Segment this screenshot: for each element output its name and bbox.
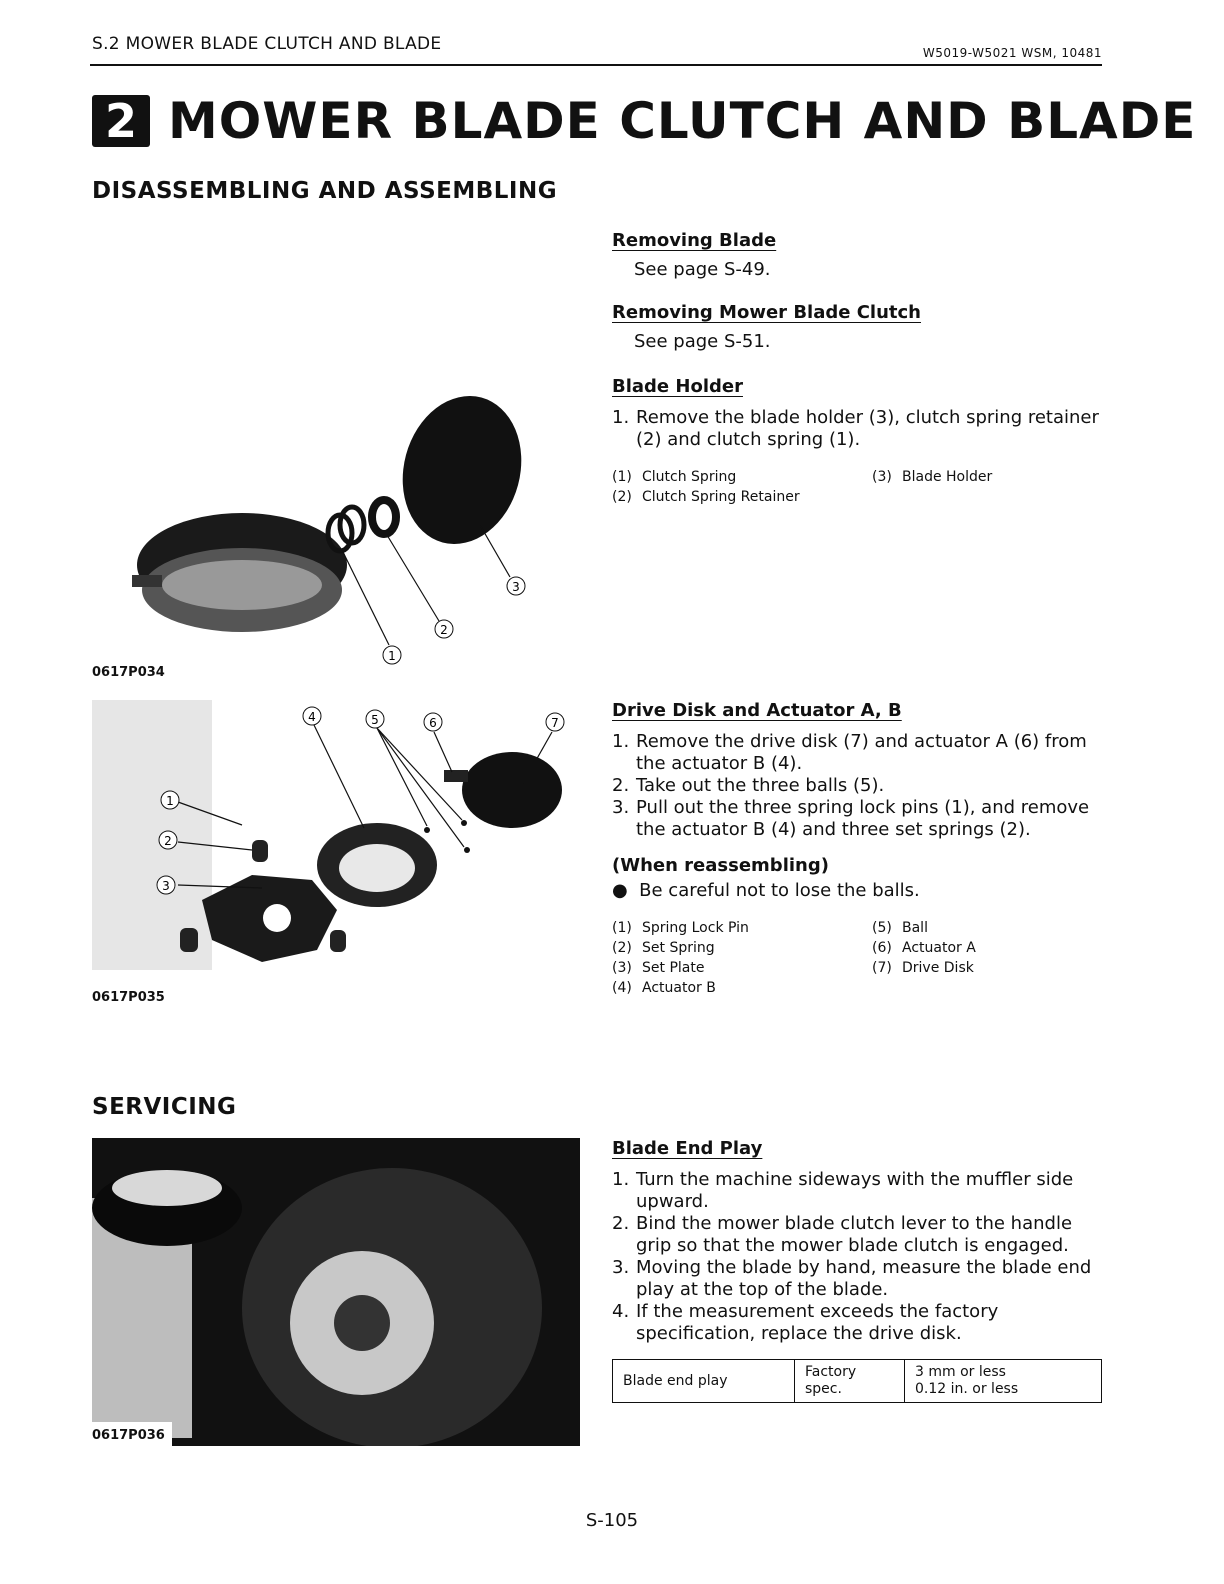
- drive-disk-shape: [462, 752, 562, 828]
- svg-text:6: 6: [429, 716, 437, 730]
- figure-id-1: 0617P034: [92, 665, 165, 680]
- section-heading-disassembling: DISASSEMBLING AND ASSEMBLING: [92, 178, 558, 204]
- svg-text:2: 2: [164, 834, 172, 848]
- removing-clutch-title: Removing Mower Blade Clutch: [612, 302, 921, 323]
- page-number: S-105: [585, 1510, 639, 1531]
- blade-holder-legend: [612, 467, 1102, 507]
- legend-item: (1) Clutch Spring: [612, 469, 737, 485]
- list-item: 2. Bind the mower blade clutch lever to the handle grip so that the mower blade clutch is engaged.: [612, 1213, 1073, 1256]
- shaft-stub-shape: [132, 575, 162, 587]
- legend-item: (2) Set Spring: [612, 940, 715, 956]
- drive-disk-block: [612, 700, 1102, 998]
- legend-item: (7) Drive Disk: [872, 960, 974, 976]
- svg-text:4: 4: [308, 710, 316, 724]
- spec-label-cell: Factory spec.: [795, 1360, 905, 1403]
- chapter-title-block: [92, 92, 1196, 150]
- spring-retainer-shape: [372, 500, 396, 534]
- list-item: 4. If the measurement exceeds the factory specification, replace the drive disk.: [612, 1301, 999, 1344]
- blade-holder-disk-shape: [387, 385, 538, 557]
- legend-item: (3) Set Plate: [612, 960, 705, 976]
- page-title: MOWER BLADE CLUTCH AND BLADE: [168, 92, 1197, 150]
- actuator-a-shape: [444, 770, 468, 782]
- legend-item: (1) Spring Lock Pin: [612, 920, 749, 936]
- list-item: 1. Remove the blade holder (3), clutch spring retainer (2) and clutch spring (1).: [612, 407, 1099, 450]
- spec-value-cell: 3 mm or less 0.12 in. or less: [905, 1360, 1102, 1403]
- removing-clutch-block: [612, 302, 1102, 353]
- figure-id-2: 0617P035: [92, 990, 165, 1005]
- list-item: 2. Take out the three balls (5).: [612, 775, 885, 796]
- housing-ring-shape: [162, 560, 322, 610]
- svg-text:3: 3: [512, 580, 520, 594]
- legend-item: (3) Blade Holder: [872, 469, 993, 485]
- drive-disk-steps: [612, 731, 1102, 841]
- blade-end-play-photo: [92, 1138, 580, 1446]
- removing-blade-ref: See page S-49.: [634, 259, 771, 280]
- svg-text:5: 5: [371, 713, 379, 727]
- svg-text:2: 2: [440, 623, 448, 637]
- svg-text:1: 1: [166, 794, 174, 808]
- svg-text:3: 3: [162, 879, 170, 893]
- header-doc-ref: W5019-W5021 WSM, 10481: [922, 46, 1102, 60]
- list-item: 3. Moving the blade by hand, measure the blade end play at the top of the blade.: [612, 1257, 1092, 1300]
- drive-disk-exploded-figure: [92, 700, 592, 990]
- removing-blade-block: [612, 230, 1102, 281]
- legend-item: (2) Clutch Spring Retainer: [612, 489, 800, 505]
- ball-shape: [424, 827, 430, 833]
- section-heading-servicing: SERVICING: [92, 1094, 237, 1120]
- drive-disk-title: Drive Disk and Actuator A, B: [612, 700, 902, 721]
- blade-end-play-steps: [612, 1169, 1102, 1345]
- blade-holder-title: Blade Holder: [612, 376, 743, 397]
- removing-clutch-ref: See page S-51.: [634, 331, 771, 352]
- svg-text:7: 7: [551, 716, 559, 730]
- legend-item: (4) Actuator B: [612, 980, 716, 996]
- list-item: 1. Turn the machine sideways with the muffler side upward.: [612, 1169, 1074, 1212]
- blade-holder-block: [612, 376, 1102, 507]
- figure-id-3: 0617P036: [92, 1428, 165, 1443]
- set-spring-shape: [180, 928, 198, 952]
- blade-end-play-title: Blade End Play: [612, 1138, 763, 1159]
- list-item: 3. Pull out the three spring lock pins (1), and remove the actuator B (4) and three set springs (2).: [612, 797, 1090, 840]
- blade-holder-exploded-figure: [92, 385, 592, 670]
- header-rule: [90, 64, 1102, 66]
- list-item: 1. Remove the drive disk (7) and actuator A (6) from the actuator B (4).: [612, 731, 1087, 774]
- blade-end-play-block: [612, 1138, 1102, 1403]
- reassembly-title: (When reassembling): [612, 855, 829, 876]
- spec-item-cell: Blade end play: [613, 1360, 795, 1403]
- bullet-icon: ●: [612, 880, 640, 901]
- legend-item: (5) Ball: [872, 920, 928, 936]
- reassembly-note: ● Be careful not to lose the balls.: [612, 880, 920, 901]
- drive-disk-legend: [612, 918, 1102, 998]
- svg-text:1: 1: [388, 649, 396, 663]
- header-section-label: S.2 MOWER BLADE CLUTCH AND BLADE: [92, 34, 442, 54]
- table-row: [613, 1360, 1102, 1403]
- legend-item: (6) Actuator A: [872, 940, 976, 956]
- chapter-number-badge: 2: [92, 95, 150, 147]
- blade-end-play-spec-table: [612, 1359, 1102, 1403]
- blade-holder-steps: [612, 407, 1102, 451]
- removing-blade-title: Removing Blade: [612, 230, 777, 251]
